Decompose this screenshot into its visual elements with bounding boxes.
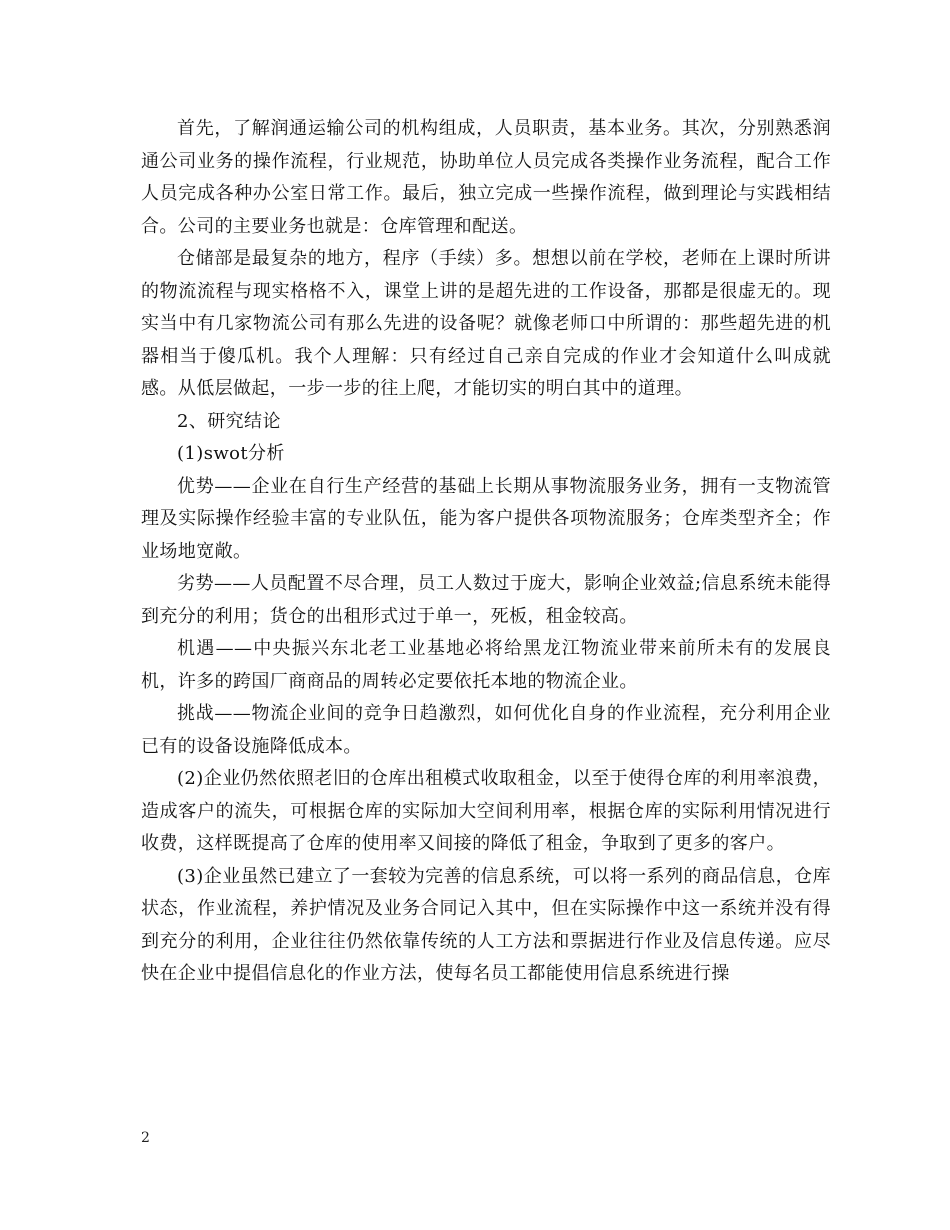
section-heading-conclusion: 2、研究结论: [177, 410, 281, 432]
paragraph-intro: 首先，了解润通运输公司的机构组成，人员职责，基本业务。其次，分别熟悉润通公司业务的操作流程，行业规范，协助单位人员完成各类操作业务流程，配合工作人员完成各种办公室日常工作。最后，独立完成一些操作流程，做到理论与实践相结合。公司的主要业务也就是：仓库管理和配送。: [141, 118, 831, 237]
paragraph-warehouse: 仓储部是最复杂的地方，程序（手续）多。想想以前在学校，老师在上课时所讲的物流流程与现实格格不入，课堂上讲的是超先进的工作设备，那都是很虚无的。现实当中有几家物流公司有那么先进的设备呢？就像老师口中所谓的：那些超先进的机器相当于傻瓜机。我个人理解：只有经过自己亲自完成的作业才会知道什么叫成就感。从低层做起，一步一步的往上爬，才能切实的明白其中的道理。: [141, 248, 831, 399]
paragraph-point-3: (3)企业虽然已建立了一套较为完善的信息系统，可以将一系列的商品信息，仓库状态，作业流程，养护情况及业务合同记入其中，但在实际操作中这一系统并没有得到充分的利用，企业往往仍然依靠传统的人工方法和票据进行作业及信息传递。应尽快在企业中提倡信息化的作业方法，使每名员工都能使用信息系统进行操: [141, 865, 831, 984]
paragraph-opportunities: 机遇——中央振兴东北老工业基地必将给黑龙江物流业带来前所未有的发展良机，许多的跨国厂商商品的周转必定要依托本地的物流企业。: [141, 638, 831, 692]
paragraph-weaknesses: 劣势——人员配置不尽合理，员工人数过于庞大，影响企业效益;信息系统未能得到充分的利用；货仓的出租形式过于单一，死板，租金较高。: [141, 573, 831, 627]
body-text: [141, 113, 831, 991]
subsection-heading-swot: (1)swot分析: [177, 443, 285, 464]
paragraph-point-2: (2)企业仍然依照老旧的仓库出租模式收取租金，以至于使得仓库的利用率浪费，造成客户的流失，可根据仓库的实际加大空间利用率，根据仓库的实际利用情况进行收费，这样既提高了仓库的使用率又间接的降低了租金，争取到了更多的客户。: [141, 768, 831, 854]
paragraph-threats: 挑战——物流企业间的竞争日趋激烈，如何优化自身的作业流程，充分利用企业已有的设备设施降低成本。: [141, 703, 831, 757]
page-number: 2: [141, 1130, 150, 1146]
paragraph-strengths: 优势——企业在自行生产经营的基础上长期从事物流服务业务，拥有一支物流管理及实际操作经验丰富的专业队伍，能为客户提供各项物流服务；仓库类型齐全；作业场地宽敞。: [141, 475, 831, 562]
